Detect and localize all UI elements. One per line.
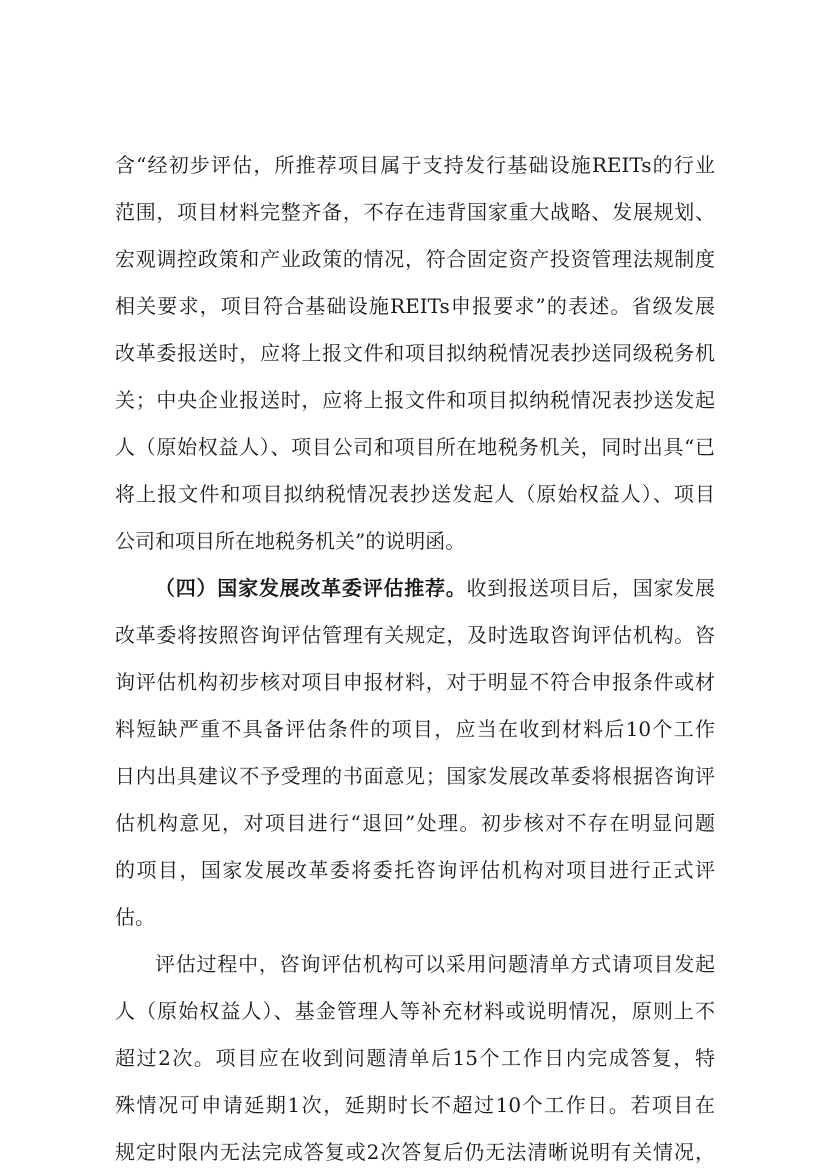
text-line: 相关要求，项目符合基础设施REITs申报要求”的表述。省级发展 <box>115 294 715 318</box>
section-first-line <box>155 576 715 600</box>
text-line: 估机构意见，对项目进行“退回”处理。初步核对不存在明显问题 <box>115 811 715 835</box>
text-line: 询评估机构初步核对项目申报材料，对于明显不符合申报条件或材 <box>115 670 715 694</box>
text-line: 关；中央企业报送时，应将上报文件和项目拟纳税情况表抄送发起 <box>115 388 715 412</box>
text-line: 规定时限内无法完成答复或2次答复后仍无法清晰说明有关情况， <box>115 1140 715 1164</box>
text-line: 公司和项目所在地税务机关”的说明函。 <box>115 529 466 553</box>
section-heading: （四）国家发展改革委评估推荐。 <box>155 576 467 600</box>
text-line: 改革委将按照咨询评估管理有关规定，及时选取咨询评估机构。咨 <box>115 623 715 647</box>
text-line: 将上报文件和项目拟纳税情况表抄送发起人（原始权益人）、项目 <box>115 482 715 506</box>
text-line: 日内出具建议不予受理的书面意见；国家发展改革委将根据咨询评 <box>115 764 715 788</box>
text-line: 宏观调控政策和产业政策的情况，符合固定资产投资管理法规制度 <box>115 247 715 271</box>
text-line: 的项目，国家发展改革委将委托咨询评估机构对项目进行正式评 <box>115 858 715 882</box>
text-line: 人（原始权益人）、项目公司和项目所在地税务机关，同时出具“已 <box>115 435 715 459</box>
text-line: 殊情况可申请延期1次，延期时长不超过10个工作日。若项目在 <box>115 1093 715 1117</box>
text-line: 范围，项目材料完整齐备，不存在违背国家重大战略、发展规划、 <box>115 200 715 224</box>
text-line: 估。 <box>115 905 155 929</box>
text-line: 料短缺严重不具备评估条件的项目，应当在收到材料后10个工作 <box>115 717 715 741</box>
text-line: 人（原始权益人）、基金管理人等补充材料或说明情况，原则上不 <box>115 999 715 1023</box>
paragraph-first-line: 评估过程中，咨询评估机构可以采用问题清单方式请项目发起 <box>155 952 715 976</box>
text-line: 改革委报送时，应将上报文件和项目拟纳税情况表抄送同级税务机 <box>115 341 715 365</box>
text-line: 超过2次。项目应在收到问题清单后15个工作日内完成答复，特 <box>115 1046 715 1070</box>
section-text: 收到报送项目后，国家发展 <box>466 576 716 600</box>
text-line: 含“经初步评估，所推荐项目属于支持发行基础设施REITs的行业 <box>115 153 715 177</box>
